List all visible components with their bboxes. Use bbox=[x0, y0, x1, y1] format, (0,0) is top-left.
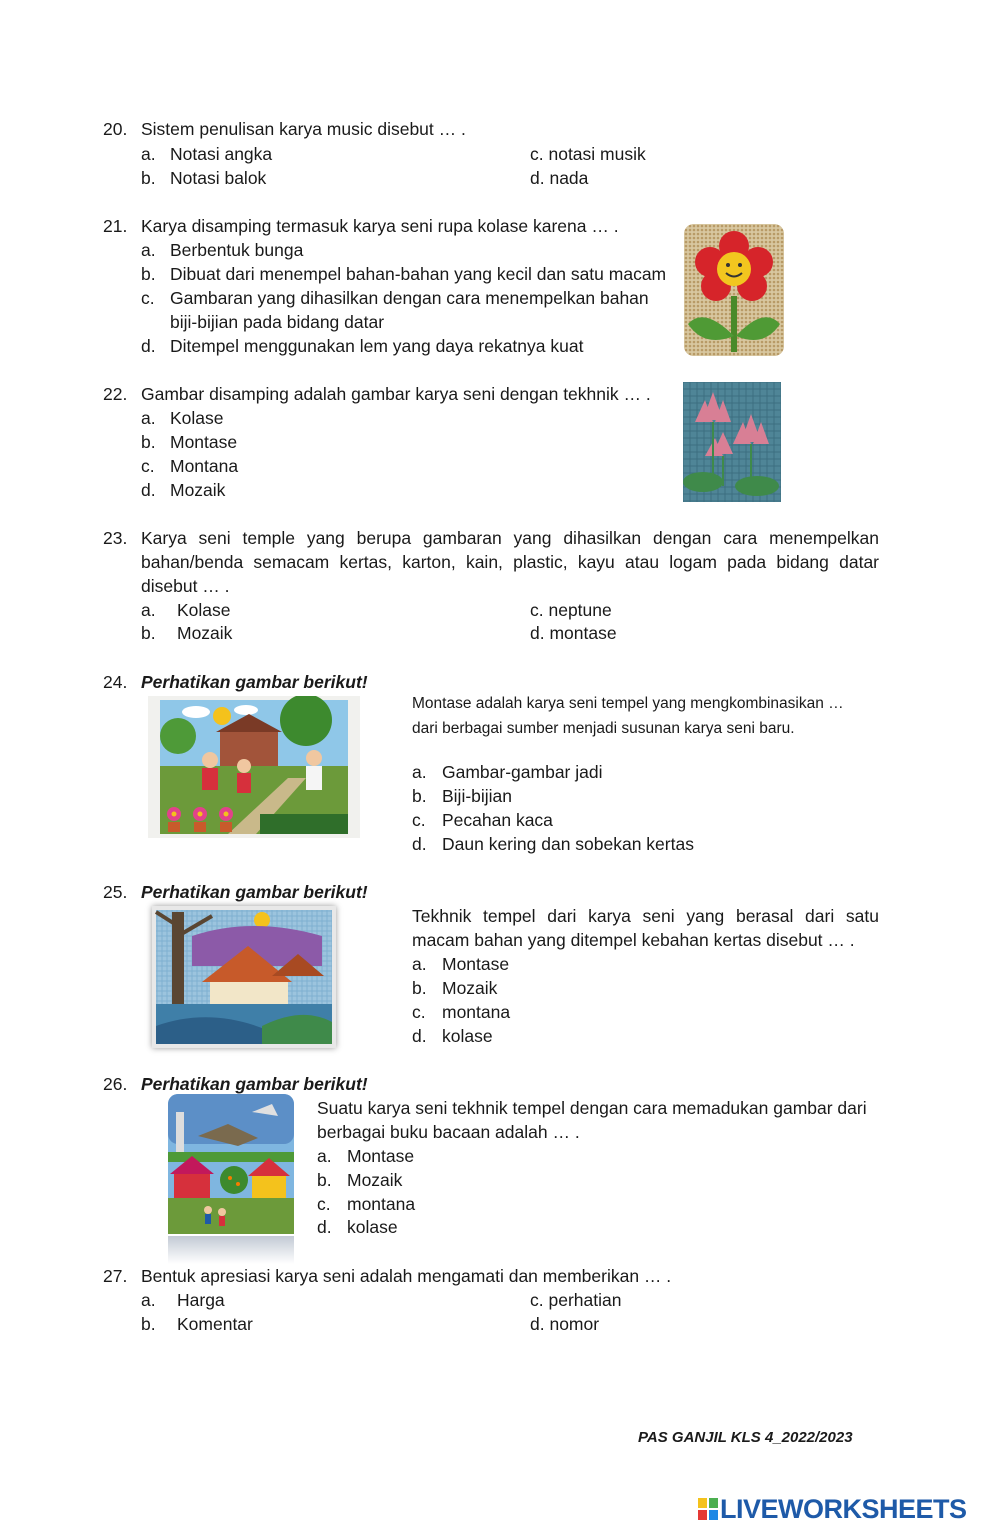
q24-option-c: Pecahan kaca bbox=[442, 810, 553, 830]
q22-option-c-letter: c. bbox=[141, 456, 155, 476]
q21-option-d: Ditempel menggunakan lem yang daya rekatnya kuat bbox=[170, 336, 584, 356]
q24-option-b-letter: b. bbox=[412, 786, 427, 806]
q23-option-b-letter: b. bbox=[141, 623, 156, 643]
q22-text: Gambar disamping adalah gambar karya seni dengan tekhnik … . bbox=[141, 384, 651, 404]
q21-option-d-letter: d. bbox=[141, 336, 156, 356]
q21-option-c-line1: Gambaran yang dihasilkan dengan cara menempelkan bahan bbox=[170, 288, 649, 308]
q25-number: 25. bbox=[103, 882, 128, 902]
q25-heading: Perhatikan gambar berikut! bbox=[141, 882, 368, 902]
q25-option-a: Montase bbox=[442, 954, 510, 974]
q22-option-d: Mozaik bbox=[170, 480, 226, 500]
q27-option-a: Harga bbox=[177, 1290, 225, 1310]
q23-number: 23. bbox=[103, 528, 128, 548]
q27-number: 27. bbox=[103, 1266, 128, 1286]
q24-option-a-letter: a. bbox=[412, 762, 427, 782]
q22-option-b-letter: b. bbox=[141, 432, 156, 452]
q21-option-a-letter: a. bbox=[141, 240, 156, 260]
q22-option-c: Montana bbox=[170, 456, 239, 476]
q25-option-b: Mozaik bbox=[442, 978, 498, 998]
montage-collage-image bbox=[168, 1094, 294, 1264]
seed-flower-collage-image bbox=[684, 224, 784, 356]
q24-text-line2: dari berbagai sumber menjadi susunan karya seni baru. bbox=[412, 720, 795, 737]
q26-text-line1: Suatu karya seni tekhnik tempel dengan cara memadukan gambar dari bbox=[317, 1098, 867, 1118]
q21-option-b: Dibuat dari menempel bahan-bahan yang kecil dan satu macam bbox=[170, 264, 667, 284]
q21-option-c-line2: biji-bijian pada bidang datar bbox=[170, 312, 385, 332]
q23-option-a-letter: a. bbox=[141, 600, 156, 620]
q24-number: 24. bbox=[103, 672, 128, 692]
q25-option-b-letter: b. bbox=[412, 978, 427, 998]
liveworksheets-logo[interactable] bbox=[698, 1494, 967, 1525]
q26-option-d-letter: d. bbox=[317, 1217, 332, 1237]
q23-text-line3: disebut … . bbox=[141, 576, 230, 596]
liveworksheets-logo-icon bbox=[698, 1498, 718, 1520]
q26-option-c: montana bbox=[347, 1194, 416, 1214]
q23-option-c: c. neptune bbox=[530, 600, 612, 620]
q22-number: 22. bbox=[103, 384, 128, 404]
q23-option-d: d. montase bbox=[530, 623, 617, 643]
q26-option-c-letter: c. bbox=[317, 1194, 331, 1214]
q23-option-b: Mozaik bbox=[177, 623, 233, 643]
q20-option-b: Notasi balok bbox=[170, 168, 267, 188]
q22-option-a-letter: a. bbox=[141, 408, 156, 428]
q21-option-c-letter: c. bbox=[141, 288, 155, 308]
q25-option-c: montana bbox=[442, 1002, 511, 1022]
q27-option-b: Komentar bbox=[177, 1314, 253, 1334]
q26-option-a: Montase bbox=[347, 1146, 415, 1166]
liveworksheets-brand-text: LIVEWORKSHEETS bbox=[720, 1494, 967, 1524]
q26-option-a-letter: a. bbox=[317, 1146, 332, 1166]
q27-option-d: d. nomor bbox=[530, 1314, 600, 1334]
q25-option-d-letter: d. bbox=[412, 1026, 427, 1046]
q20-number: 20. bbox=[103, 119, 128, 139]
q27-text: Bentuk apresiasi karya seni adalah mengamati dan memberikan … . bbox=[141, 1266, 672, 1286]
lotus-mosaic-image bbox=[683, 382, 781, 502]
q24-option-d-letter: d. bbox=[412, 834, 427, 854]
gardening-montage-image bbox=[148, 696, 360, 838]
q25-text-line1: Tekhnik tempel dari karya seni yang berasal dari satu bbox=[412, 906, 879, 926]
q25-option-c-letter: c. bbox=[412, 1002, 426, 1022]
q21-option-b-letter: b. bbox=[141, 264, 156, 284]
q20-option-a: Notasi angka bbox=[170, 144, 273, 164]
q20-option-c: c. notasi musik bbox=[530, 144, 646, 164]
q27-option-c: c. perhatian bbox=[530, 1290, 622, 1310]
q26-number: 26. bbox=[103, 1074, 128, 1094]
q26-text-line2: berbagai buku bacaan adalah … . bbox=[317, 1122, 580, 1142]
q21-text: Karya disamping termasuk karya seni rupa kolase karena … . bbox=[141, 216, 619, 236]
footer-exam-label: PAS GANJIL KLS 4_2022/2023 bbox=[638, 1429, 853, 1446]
q23-text-line2: bahan/benda semacam kertas, karton, kain, plastic, kayu atau logam pada bidang datar bbox=[141, 552, 879, 572]
q26-option-d: kolase bbox=[347, 1217, 398, 1237]
q22-option-b: Montase bbox=[170, 432, 238, 452]
q27-option-b-letter: b. bbox=[141, 1314, 156, 1334]
q22-option-a: Kolase bbox=[170, 408, 224, 428]
q20-text: Sistem penulisan karya music disebut … . bbox=[141, 119, 466, 139]
q21-number: 21. bbox=[103, 216, 128, 236]
q21-option-a: Berbentuk bunga bbox=[170, 240, 304, 260]
q22-option-d-letter: d. bbox=[141, 480, 156, 500]
q26-option-b-letter: b. bbox=[317, 1170, 332, 1190]
q25-option-d: kolase bbox=[442, 1026, 493, 1046]
q27-option-a-letter: a. bbox=[141, 1290, 156, 1310]
q24-option-d: Daun kering dan sobekan kertas bbox=[442, 834, 694, 854]
q20-option-b-letter: b. bbox=[141, 168, 156, 188]
house-mosaic-image bbox=[152, 906, 336, 1048]
q23-option-a: Kolase bbox=[177, 600, 231, 620]
q24-option-b: Biji-bijian bbox=[442, 786, 513, 806]
q25-text-line2: macam bahan yang ditempel kebahan kertas disebut … . bbox=[412, 930, 855, 950]
q24-heading: Perhatikan gambar berikut! bbox=[141, 672, 368, 692]
q26-heading: Perhatikan gambar berikut! bbox=[141, 1074, 368, 1094]
q24-option-a: Gambar-gambar jadi bbox=[442, 762, 603, 782]
q24-text-line1: Montase adalah karya seni tempel yang mengkombinasikan … bbox=[412, 695, 844, 712]
q20-option-a-letter: a. bbox=[141, 144, 156, 164]
q26-option-b: Mozaik bbox=[347, 1170, 403, 1190]
q24-option-c-letter: c. bbox=[412, 810, 426, 830]
q23-text-line1: Karya seni temple yang berupa gambaran yang dihasilkan dengan cara menempelkan bbox=[141, 528, 879, 548]
q20-option-d: d. nada bbox=[530, 168, 589, 188]
q25-option-a-letter: a. bbox=[412, 954, 427, 974]
